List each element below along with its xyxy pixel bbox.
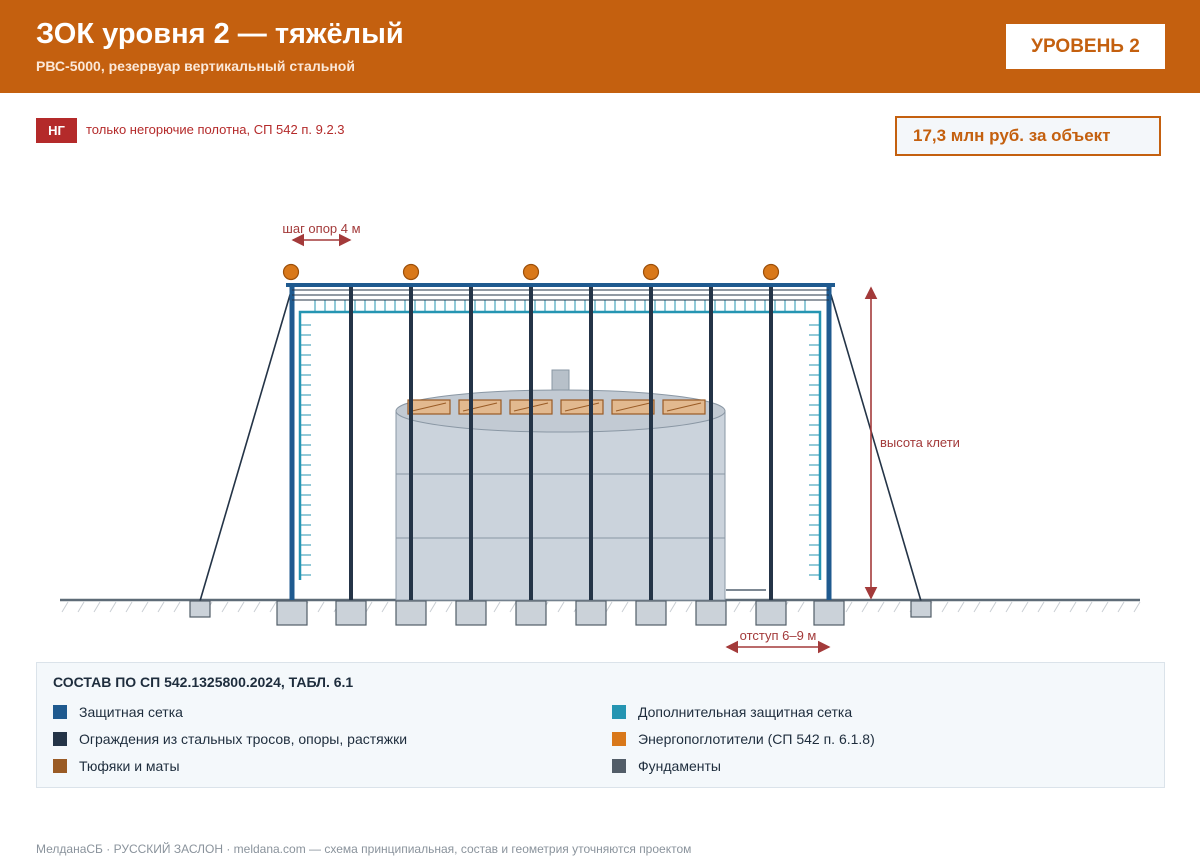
hatch-line [798,602,804,612]
foundation-block [396,601,426,625]
legend-swatch [612,705,626,719]
hatch-line [1102,602,1108,612]
hatch-line [270,602,276,612]
foundation-block [814,601,844,625]
hatch-line [126,602,132,612]
hatch-line [318,602,324,612]
page-subtitle: РВС-5000, резервуар вертикальный стальной [36,58,355,74]
energy-absorber [644,265,659,280]
energy-absorber [524,265,539,280]
hatch-line [430,602,436,612]
legend-item-mats [53,758,180,774]
legend-swatch [53,705,67,719]
hatch-line [558,602,564,612]
energy-absorbers [284,265,779,280]
guy-wire-left [200,288,292,601]
legend-item-energy-absorbers [612,731,875,747]
hatch-line [974,602,980,612]
hatch-line [78,602,84,612]
hatch-line [1070,602,1076,612]
level-badge: УРОВЕНЬ 2 [1006,24,1165,69]
foundation-block [516,601,546,625]
foundation-block [336,601,366,625]
foundation-block [277,601,307,625]
dim-offset [727,628,829,647]
hatch-line [158,602,164,612]
legend-label: Энергопоглотители (СП 542 п. 6.1.8) [638,731,875,747]
dim-support-step [282,221,360,240]
energy-absorber [404,265,419,280]
hatch-line [238,602,244,612]
hatch-line [686,602,692,612]
hatch-line [510,602,516,612]
hatch-line [878,602,884,612]
hatch-line [958,602,964,612]
hatch-line [366,602,372,612]
hatch-line [894,602,900,612]
legend-swatch [612,759,626,773]
legend-label: Защитная сетка [79,704,183,720]
foundations [190,601,931,625]
hatch-line [990,602,996,612]
hatch-line [222,602,228,612]
cost-text: 17,3 млн руб. за объект [913,126,1111,145]
footer: МелданаСБ · РУССКИЙ ЗАСЛОН · meldana.com — схема принципиальная, состав и геометрия уточняются проектом [36,842,692,856]
legend-swatch [53,759,67,773]
hatch-line [494,602,500,612]
foundation-block [756,601,786,625]
hatch-line [110,602,116,612]
energy-absorber [764,265,779,280]
page-title: ЗОК уровня 2 — тяжёлый [36,18,404,50]
foundation-anchor [911,601,931,617]
foundation-anchor [190,601,210,617]
foundation-block [696,601,726,625]
hatch-line [1038,602,1044,612]
foundation-block [576,601,606,625]
hatch-line [1006,602,1012,612]
foundation-block [456,601,486,625]
hatch-line [1118,602,1124,612]
legend-swatch [53,732,67,746]
legend-item-protective-net [53,704,183,720]
hatch-line [446,602,452,612]
hatch-line [750,602,756,612]
energy-absorber [284,265,299,280]
hatch-line [942,602,948,612]
legend-item-additional-net [612,704,852,720]
legend-label: Ограждения из стальных тросов, опоры, растяжки [79,731,408,747]
legend-label: Дополнительная защитная сетка [638,704,853,720]
legend-item-cable-fence [53,731,407,747]
hatch-line [670,602,676,612]
dim-cage-height [871,288,960,598]
foundation-block [636,601,666,625]
hatch-line [622,602,628,612]
hatch-line [382,602,388,612]
hatch-line [1134,602,1140,612]
legend [36,662,1165,788]
hatch-line [606,602,612,612]
ng-notice-text: только негорючие полотна, СП 542 п. 9.2.3 [86,122,345,137]
dim-cage-height-label: высота клети [880,435,960,450]
hatch-line [734,602,740,612]
hatch-line [1054,602,1060,612]
hatch-line [62,602,68,612]
dim-support-step-label: шаг опор 4 м [282,221,361,236]
hatch-line [846,602,852,612]
hatch-line [1022,602,1028,612]
legend-item-foundations [612,758,721,774]
hatch-line [862,602,868,612]
dim-offset-label: отступ 6–9 м [739,628,817,643]
legend-label: Фундаменты [638,758,721,774]
hatch-line [94,602,100,612]
hatch-line [174,602,180,612]
legend-label: Тюфяки и маты [79,758,180,774]
hatch-line [254,602,260,612]
ng-badge: НГ [36,118,77,143]
legend-title: СОСТАВ ПО СП 542.1325800.2024, ТАБЛ. 6.1 [53,674,354,690]
hatch-line [142,602,148,612]
hatch-line [1086,602,1092,612]
legend-swatch [612,732,626,746]
